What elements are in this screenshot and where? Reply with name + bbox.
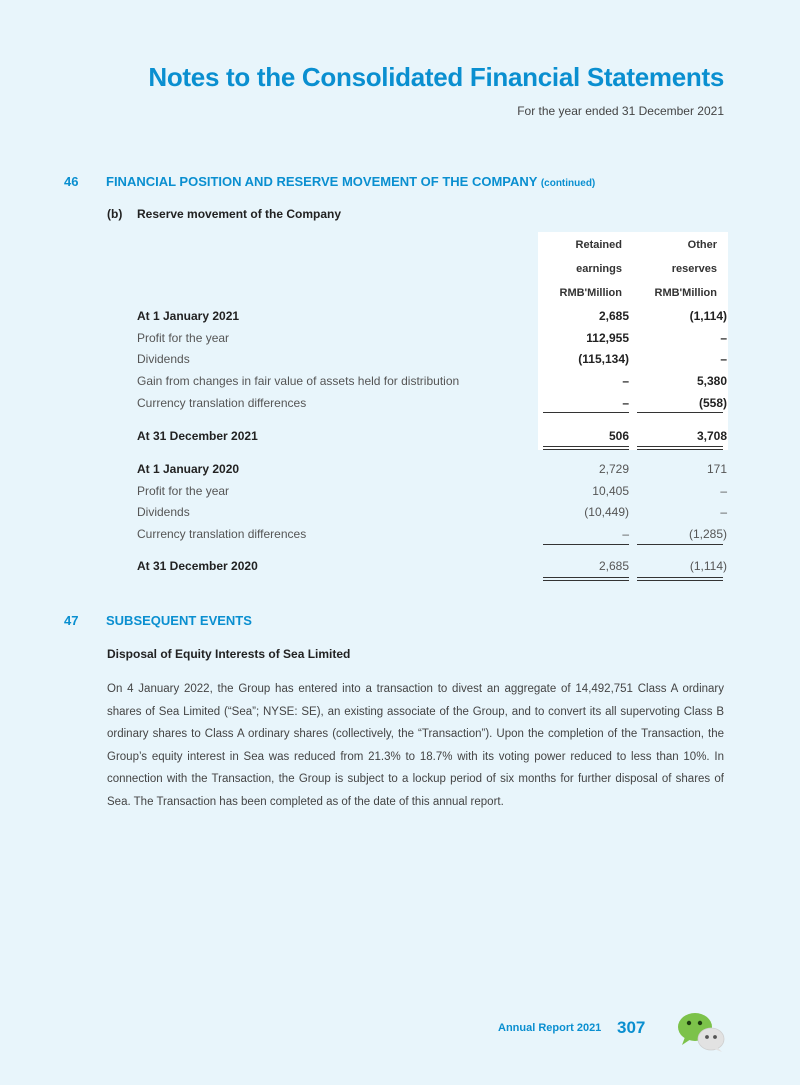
retained-earnings-value: 2,729: [598, 462, 629, 476]
subtotal-rule: [543, 544, 629, 545]
section-title: SUBSEQUENT EVENTS: [106, 613, 252, 628]
row-label: Dividends: [137, 505, 190, 519]
column-header-line: RMB'Million: [559, 287, 622, 299]
retained-earnings-value: (115,134): [578, 352, 629, 366]
total-double-rule: [543, 446, 629, 447]
total-double-rule: [637, 449, 723, 450]
table-row: [137, 393, 727, 413]
table-row: [137, 459, 727, 479]
other-reserves-value: –: [720, 352, 727, 366]
retained-earnings-value: 112,955: [586, 331, 629, 345]
retained-earnings-value: 10,405: [592, 484, 629, 498]
subtotal-rule: [637, 544, 723, 545]
row-label: Profit for the year: [137, 484, 230, 498]
other-reserves-value: (1,285): [688, 527, 727, 541]
row-label: Dividends: [137, 352, 190, 366]
row-label: Currency translation differences: [137, 396, 307, 410]
total-double-rule: [637, 446, 723, 447]
other-reserves-value: 171: [706, 462, 727, 476]
table-row: [137, 349, 727, 369]
column-header-line: Retained: [575, 239, 622, 251]
column-header-other-reserves: [617, 233, 717, 305]
section-title-text: FINANCIAL POSITION AND RESERVE MOVEMENT OF THE COMPANY: [106, 174, 538, 189]
column-header-line: RMB'Million: [654, 287, 717, 299]
body-paragraph: On 4 January 2022, the Group has entered into a transaction to divest an aggregate of 14,492,751 Class A ordinary shares of Sea Limited (“Sea”; NYSE: SE), an existing associate of the Group, and to convert its all supervoting Class B ordinary shares to Class A ordinary shares (collectively, the “Transaction”). Upon the completion of the Transaction, the Group’s equity interest in Sea was reduced from 21.3% to 18.7% with its voting power reduced to less than 10%. In connection with the Transaction, the Group is subject to a lockup period of six months for further disposal of shares of Sea. The Transaction has been completed as of the date of this annual report.: [107, 683, 724, 808]
other-reserves-value: (1,114): [689, 309, 727, 323]
subsection-title: Reserve movement of the Company: [137, 207, 342, 221]
footer-label: Annual Report 2021: [498, 1022, 602, 1034]
table-row: [137, 426, 727, 446]
row-label: At 31 December 2021: [137, 429, 258, 443]
row-label: At 1 January 2020: [137, 462, 240, 476]
retained-earnings-value: 506: [608, 429, 629, 443]
table-row: [137, 481, 727, 501]
retained-earnings-value: –: [622, 374, 629, 388]
continued-label: (continued): [540, 178, 596, 189]
total-double-rule: [637, 580, 723, 581]
other-reserves-value: (558): [698, 396, 727, 410]
total-double-rule: [543, 577, 629, 578]
page-number: 307: [617, 1018, 646, 1037]
subtotal-rule: [543, 412, 629, 413]
wechat-icon: [676, 1010, 726, 1052]
table-row: [137, 371, 727, 391]
table-row: [137, 306, 727, 326]
retained-earnings-value: –: [622, 396, 629, 410]
other-reserves-value: –: [720, 505, 727, 519]
other-reserves-value: 5,380: [696, 374, 727, 388]
other-reserves-value: –: [720, 484, 727, 498]
column-header-line: earnings: [576, 263, 622, 275]
subsection-label: (b): [107, 207, 123, 221]
retained-earnings-value: (10,449): [584, 505, 629, 519]
row-label: At 31 December 2020: [137, 559, 258, 573]
retained-earnings-value: 2,685: [598, 309, 629, 323]
other-reserves-value: (1,114): [689, 559, 727, 573]
section-number: 47: [64, 613, 79, 628]
retained-earnings-value: –: [622, 527, 629, 541]
table-row: [137, 556, 727, 576]
row-label: Gain from changes in fair value of assets held for distribution: [137, 374, 460, 388]
column-header-retained-earnings: [522, 233, 622, 305]
section-title: [106, 174, 595, 189]
section-number: 46: [64, 174, 79, 189]
table-row: [137, 502, 727, 522]
total-double-rule: [543, 449, 629, 450]
page-title: Notes to the Consolidated Financial Statements: [148, 62, 724, 92]
other-reserves-value: –: [720, 331, 727, 345]
column-header-line: Other: [687, 239, 717, 251]
total-double-rule: [543, 580, 629, 581]
retained-earnings-value: 2,685: [598, 559, 629, 573]
paragraph-title: Disposal of Equity Interests of Sea Limited: [107, 647, 351, 661]
table-row: [137, 524, 727, 544]
total-double-rule: [637, 577, 723, 578]
row-label: At 1 January 2021: [137, 309, 240, 323]
row-label: Profit for the year: [137, 331, 230, 345]
subtotal-rule: [637, 412, 723, 413]
table-row: [137, 328, 727, 348]
column-header-line: reserves: [671, 263, 717, 275]
other-reserves-value: 3,708: [696, 429, 727, 443]
row-label: Currency translation differences: [137, 527, 307, 541]
page-subtitle: For the year ended 31 December 2021: [517, 104, 724, 118]
